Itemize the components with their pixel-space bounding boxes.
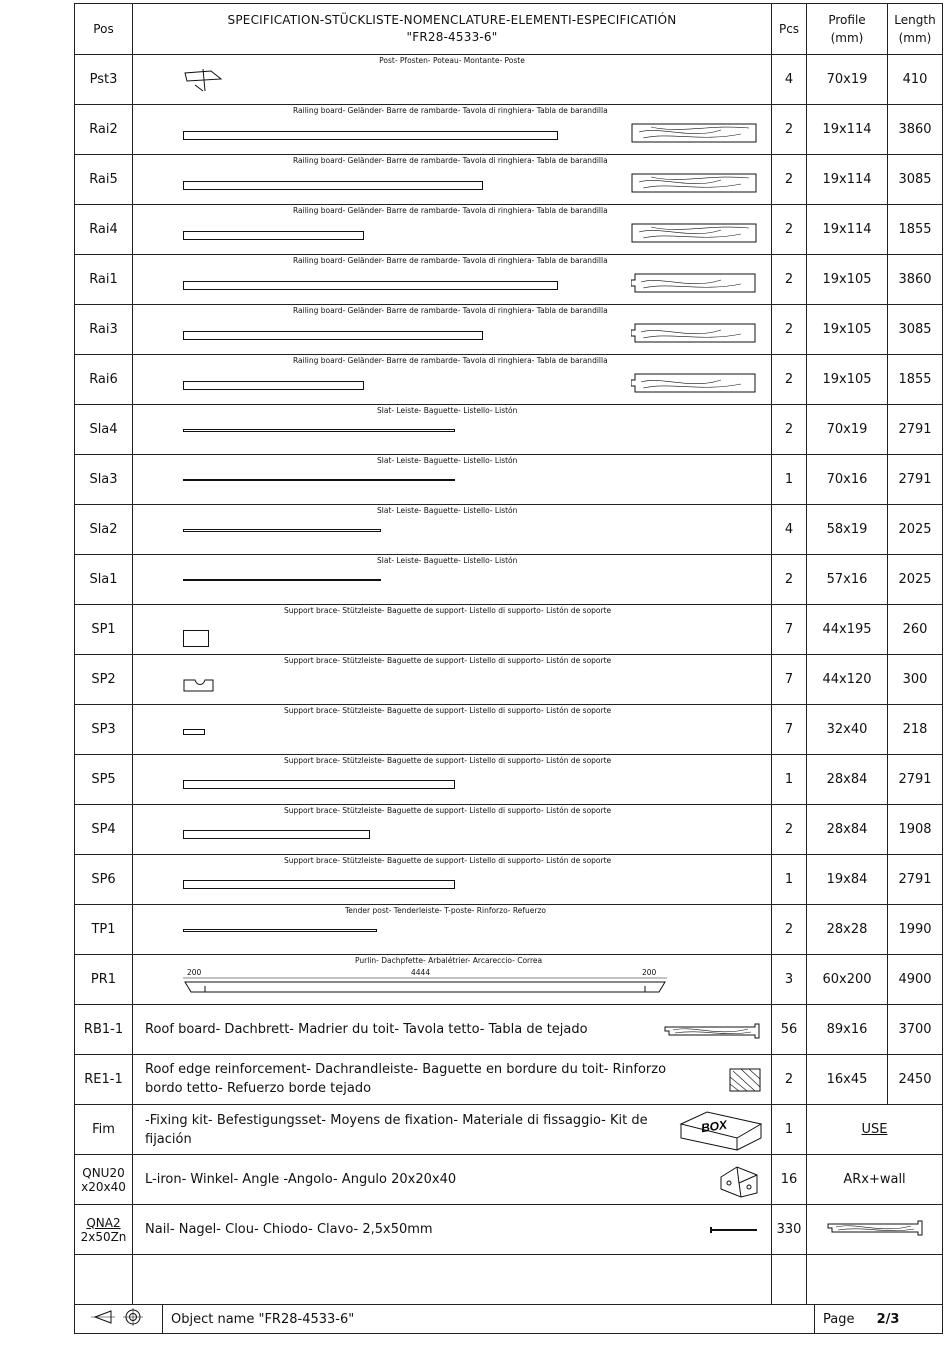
pos-cell: Sla2: [75, 505, 133, 555]
pos-cell: RE1-1: [75, 1055, 133, 1105]
profile-cell: 16x45: [807, 1055, 888, 1105]
table-row: [75, 305, 943, 355]
header-length: Length (mm): [888, 4, 943, 55]
angle-bracket-icon: [717, 1163, 761, 1199]
table-row: [75, 405, 943, 455]
empty-cell: [807, 1255, 943, 1305]
desc-cell: [133, 755, 772, 805]
pos-cell: Rai4: [75, 205, 133, 255]
table-row: [75, 805, 943, 855]
pos-cell: Rai2: [75, 105, 133, 155]
desc-cell: [133, 455, 772, 505]
board-bar: [183, 181, 483, 190]
length-cell: 300: [888, 655, 943, 705]
roof-board-profile-icon: [826, 1218, 924, 1238]
slat-bar: [183, 529, 381, 532]
nail-icon: [709, 1227, 761, 1233]
pos-cell: SP4: [75, 805, 133, 855]
pcs-cell: 2: [772, 305, 807, 355]
pcs-cell: 1: [772, 755, 807, 805]
part-label: Slat- Leiste- Baguette- Listello- Listón: [377, 456, 518, 465]
purlin-drawing: [183, 976, 667, 994]
profile-cell: 44x195: [807, 605, 888, 655]
page-value: 2/3: [876, 1311, 900, 1327]
page-indicator: [815, 1305, 943, 1334]
part-description: Roof edge reinforcement- Dachrandleiste- Baguette en bordure du toit- Rinforzo bordo tetto- Refuerzo borde tejado: [145, 1062, 667, 1096]
board-bar: [183, 231, 364, 240]
pcs-cell: 7: [772, 605, 807, 655]
title-line-1: SPECIFICATION-STÜCKLISTE-NOMENCLATURE-ELEMENTI-ESPECIFICATIÓN: [227, 13, 677, 27]
desc-cell: [133, 955, 772, 1005]
table-row: [75, 755, 943, 805]
pos-line-2: x20x40: [81, 1179, 126, 1194]
railing-profile-icon: [631, 322, 757, 344]
part-label: Support brace- Stützleiste- Baguette de support- Listello di supporto- Listón de soporte: [284, 656, 612, 665]
merged-cell: [807, 1205, 943, 1255]
pos-cell: Rai3: [75, 305, 133, 355]
table-row: [75, 205, 943, 255]
profile-cell: 19x105: [807, 305, 888, 355]
desc-cell: [133, 1105, 772, 1155]
profile-cell: 70x19: [807, 405, 888, 455]
length-cell: 1855: [888, 355, 943, 405]
pos-cell: SP1: [75, 605, 133, 655]
desc-cell: [133, 55, 772, 105]
edge-profile-icon: [729, 1068, 761, 1092]
object-name: Object name "FR28-4533-6": [163, 1305, 815, 1334]
desc-cell: [133, 505, 772, 555]
pcs-cell: 3: [772, 955, 807, 1005]
part-label: Tender post- Tenderleiste- T-poste- Rinforzo- Refuerzo: [345, 906, 546, 915]
pcs-cell: 2: [772, 805, 807, 855]
part-label: Slat- Leiste- Baguette- Listello- Listón: [377, 556, 518, 565]
pcs-cell: 7: [772, 655, 807, 705]
purlin-dim-right: 200: [642, 968, 657, 977]
projection-icon: [89, 1307, 149, 1327]
header-row: [75, 4, 943, 55]
profile-cell: 57x16: [807, 555, 888, 605]
pos-cell: Sla4: [75, 405, 133, 455]
box-icon: [677, 1108, 763, 1152]
board-bar: [183, 281, 558, 290]
desc-cell: [133, 1155, 772, 1205]
table-row: [75, 555, 943, 605]
pos-cell: Rai6: [75, 355, 133, 405]
part-label: Railing board- Geländer- Barre de rambarde- Tavola di ringhiera- Tabla de barandilla: [293, 306, 608, 315]
brace-bar: [183, 729, 205, 735]
pos-cell: Sla1: [75, 555, 133, 605]
pcs-cell: 2: [772, 555, 807, 605]
box-label: BOX: [700, 1117, 728, 1136]
table-row: [75, 605, 943, 655]
desc-cell: [133, 1005, 772, 1055]
table-row: [75, 1205, 943, 1255]
desc-cell: [133, 905, 772, 955]
pos-cell: Pst3: [75, 55, 133, 105]
length-cell: 1990: [888, 905, 943, 955]
pcs-cell: 2: [772, 905, 807, 955]
pcs-cell: 2: [772, 105, 807, 155]
length-cell: 218: [888, 705, 943, 755]
pos-cell: SP5: [75, 755, 133, 805]
pos-cell: PR1: [75, 955, 133, 1005]
length-cell: 1855: [888, 205, 943, 255]
length-cell: 260: [888, 605, 943, 655]
desc-cell: [133, 605, 772, 655]
title-line-2: "FR28-4533-6": [406, 30, 498, 44]
table-row: [75, 505, 943, 555]
table-row: [75, 1155, 943, 1205]
part-label: Support brace- Stützleiste- Baguette de support- Listello di supporto- Listón de soporte: [284, 606, 612, 615]
profile-cell: 19x84: [807, 855, 888, 905]
length-cell: 2791: [888, 755, 943, 805]
empty-cell: [772, 1255, 807, 1305]
desc-cell: [133, 205, 772, 255]
pcs-cell: 1: [772, 855, 807, 905]
desc-cell: [133, 805, 772, 855]
pos-cell: [75, 1205, 133, 1255]
length-cell: 2450: [888, 1055, 943, 1105]
table-row: [75, 1105, 943, 1155]
desc-cell: [133, 355, 772, 405]
brace-bar: [183, 630, 209, 647]
pos-line-1: QNU20: [82, 1165, 125, 1180]
merged-cell: ARx+wall: [807, 1155, 943, 1205]
desc-cell: [133, 155, 772, 205]
length-cell: 3085: [888, 305, 943, 355]
pos-cell: SP3: [75, 705, 133, 755]
part-label: Railing board- Geländer- Barre de rambarde- Tavola di ringhiera- Tabla de barandilla: [293, 156, 608, 165]
table-row: [75, 55, 943, 105]
pcs-cell: 1: [772, 1105, 807, 1155]
empty-cell: [75, 1255, 133, 1305]
length-cell: 3085: [888, 155, 943, 205]
pcs-cell: 2: [772, 1055, 807, 1105]
pcs-cell: 2: [772, 355, 807, 405]
pcs-cell: 330: [772, 1205, 807, 1255]
pcs-cell: 7: [772, 705, 807, 755]
profile-cell: 28x84: [807, 805, 888, 855]
pos-cell: TP1: [75, 905, 133, 955]
profile-cell: 19x105: [807, 255, 888, 305]
length-cell: 3700: [888, 1005, 943, 1055]
pos-line-2: 2x50Zn: [80, 1229, 127, 1244]
length-cell: 2791: [888, 405, 943, 455]
projection-symbol: [75, 1305, 163, 1334]
table-row: [75, 455, 943, 505]
part-label: Railing board- Geländer- Barre de rambarde- Tavola di ringhiera- Tabla de barandilla: [293, 356, 608, 365]
length-cell: 2791: [888, 455, 943, 505]
pos-cell: RB1-1: [75, 1005, 133, 1055]
board-bar: [183, 131, 558, 140]
profile-cell: 28x84: [807, 755, 888, 805]
pcs-cell: 56: [772, 1005, 807, 1055]
desc-cell: [133, 1055, 772, 1105]
length-cell: 2025: [888, 505, 943, 555]
railing-profile-icon: [631, 222, 757, 244]
part-label: Slat- Leiste- Baguette- Listello- Listón: [377, 406, 518, 415]
pos-cell: SP6: [75, 855, 133, 905]
table-row: [75, 655, 943, 705]
profile-cell: 58x19: [807, 505, 888, 555]
table-row: [75, 105, 943, 155]
table-row: [75, 955, 943, 1005]
part-label: Support brace- Stützleiste- Baguette de support- Listello di supporto- Listón de soporte: [284, 856, 612, 865]
desc-cell: [133, 855, 772, 905]
brace-bar: [183, 830, 370, 839]
part-label: Post- Pfosten- Poteau- Montante- Poste: [379, 56, 525, 65]
brace-bar: [183, 780, 455, 789]
part-label: Slat- Leiste- Baguette- Listello- Listón: [377, 506, 518, 515]
purlin-dim-left: 200: [187, 968, 202, 977]
specification-sheet: [74, 3, 942, 1356]
post-icon: [181, 61, 225, 97]
page-label: Page: [823, 1311, 855, 1327]
length-cell: 3860: [888, 255, 943, 305]
pcs-cell: 2: [772, 255, 807, 305]
desc-cell: [133, 555, 772, 605]
desc-cell: [133, 405, 772, 455]
pcs-cell: 2: [772, 205, 807, 255]
table-row: [75, 705, 943, 755]
purlin-dim-mid: 4444: [411, 968, 431, 977]
header-profile: Profile (mm): [807, 4, 888, 55]
length-cell: 1908: [888, 805, 943, 855]
profile-cell: 19x114: [807, 155, 888, 205]
part-description: Nail- Nagel- Clou- Chiodo- Clavo- 2,5x50mm: [145, 1222, 433, 1237]
railing-profile-icon: [631, 172, 757, 194]
desc-cell: [133, 305, 772, 355]
part-label: Support brace- Stützleiste- Baguette de support- Listello di supporto- Listón de soporte: [284, 756, 612, 765]
part-label: Railing board- Geländer- Barre de rambarde- Tavola di ringhiera- Tabla de barandilla: [293, 106, 608, 115]
part-label: Support brace- Stützleiste- Baguette de support- Listello di supporto- Listón de soporte: [284, 706, 612, 715]
part-label: Railing board- Geländer- Barre de rambarde- Tavola di ringhiera- Tabla de barandilla: [293, 206, 608, 215]
profile-cell: 60x200: [807, 955, 888, 1005]
header-pcs: Pcs: [772, 4, 807, 55]
table-row: [75, 355, 943, 405]
table-row: [75, 1055, 943, 1105]
slat-bar: [183, 479, 455, 481]
board-bar: [183, 331, 483, 340]
desc-cell: [133, 255, 772, 305]
brace-bar: [183, 880, 455, 889]
brace-shape-icon: [183, 677, 215, 693]
profile-cell: 70x16: [807, 455, 888, 505]
pos-cell: Fim: [75, 1105, 133, 1155]
profile-cell: 19x105: [807, 355, 888, 405]
pcs-cell: 2: [772, 405, 807, 455]
pos-cell: Rai5: [75, 155, 133, 205]
tender-bar: [183, 929, 377, 932]
length-cell: 4900: [888, 955, 943, 1005]
board-bar: [183, 381, 364, 390]
desc-cell: [133, 705, 772, 755]
part-description: L-iron- Winkel- Angle -Angolo- Angulo 20x20x40: [145, 1172, 457, 1187]
profile-cell: 70x19: [807, 55, 888, 105]
pos-cell: Rai1: [75, 255, 133, 305]
table-row: [75, 155, 943, 205]
profile-cell: 19x114: [807, 205, 888, 255]
profile-cell: 32x40: [807, 705, 888, 755]
length-cell: 2025: [888, 555, 943, 605]
table-row: [75, 855, 943, 905]
pos-cell: Sla3: [75, 455, 133, 505]
slat-bar: [183, 429, 455, 432]
part-label: Purlin- Dachpfette- Arbalétrier- Arcareccio- Correa: [355, 956, 543, 965]
desc-cell: [133, 655, 772, 705]
length-cell: 2791: [888, 855, 943, 905]
table-row: [75, 255, 943, 305]
pos-line-1: QNA2: [86, 1215, 121, 1230]
part-description: Roof board- Dachbrett- Madrier du toit- Tavola tetto- Tabla de tejado: [145, 1022, 588, 1037]
empty-cell: [133, 1255, 772, 1305]
empty-row: [75, 1255, 943, 1305]
pcs-cell: 16: [772, 1155, 807, 1205]
profile-cell: 89x16: [807, 1005, 888, 1055]
desc-cell: [133, 105, 772, 155]
part-label: Railing board- Geländer- Barre de rambarde- Tavola di ringhiera- Tabla de barandilla: [293, 256, 608, 265]
length-cell: 410: [888, 55, 943, 105]
pcs-cell: 4: [772, 55, 807, 105]
pcs-cell: 1: [772, 455, 807, 505]
railing-profile-icon: [631, 122, 757, 144]
header-pos: Pos: [75, 4, 133, 55]
slat-bar: [183, 579, 381, 581]
desc-cell: [133, 1205, 772, 1255]
profile-cell: 19x114: [807, 105, 888, 155]
railing-profile-icon: [631, 272, 757, 294]
merged-cell: [807, 1105, 943, 1155]
pcs-cell: 4: [772, 505, 807, 555]
roof-board-profile-icon: [663, 1021, 761, 1041]
pos-cell: SP2: [75, 655, 133, 705]
railing-profile-icon: [631, 372, 757, 394]
spec-table: [74, 3, 943, 1305]
part-label: Support brace- Stützleiste- Baguette de support- Listello di supporto- Listón de soporte: [284, 806, 612, 815]
length-cell: 3860: [888, 105, 943, 155]
footer-table: [74, 1304, 943, 1334]
table-row: [75, 905, 943, 955]
header-title: [133, 4, 772, 55]
pcs-cell: 2: [772, 155, 807, 205]
use-note: USE: [861, 1122, 888, 1137]
table-row: [75, 1005, 943, 1055]
profile-cell: 44x120: [807, 655, 888, 705]
profile-cell: 28x28: [807, 905, 888, 955]
pos-cell: [75, 1155, 133, 1205]
part-description: -Fixing kit- Befestigungsset- Moyens de fixation- Materiale di fissaggio- Kit de fijación: [145, 1113, 648, 1147]
